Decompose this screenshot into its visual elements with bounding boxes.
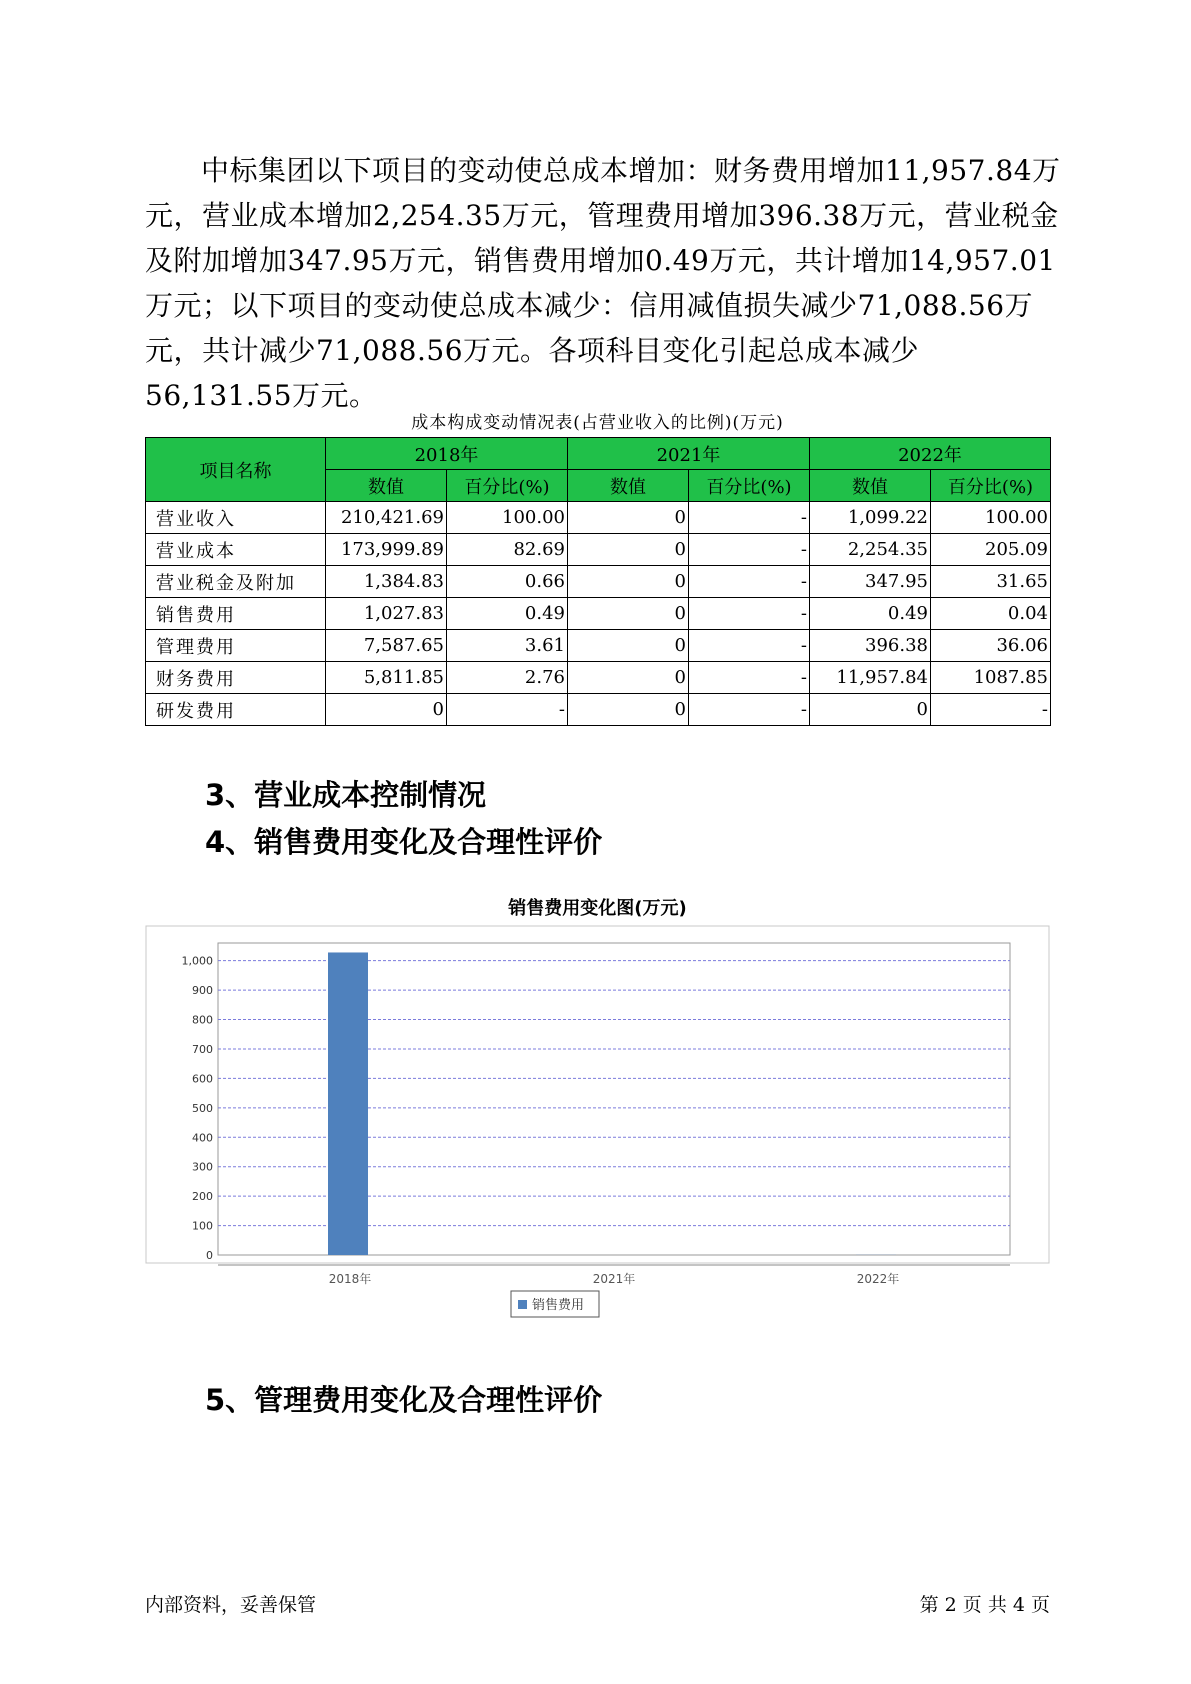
table-cell: 100.00 xyxy=(931,502,1051,534)
table-cell: - xyxy=(689,694,810,726)
sub-header-percent: 百分比(%) xyxy=(931,470,1051,502)
cost-structure-table xyxy=(145,437,1051,726)
legend-swatch xyxy=(518,1300,527,1309)
y-tick-label: 0 xyxy=(206,1249,213,1262)
y-tick-label: 900 xyxy=(192,984,213,998)
table-row xyxy=(146,630,1051,662)
table-row xyxy=(146,566,1051,598)
footer-confidential-note: 内部资料，妥善保管 xyxy=(145,1594,317,1616)
table-cell: 210,421.69 xyxy=(326,502,447,534)
table-cell: 1,027.83 xyxy=(326,598,447,630)
table-cell: - xyxy=(689,534,810,566)
row-label: 销售费用 xyxy=(146,598,326,630)
table-cell: 0.66 xyxy=(447,566,568,598)
table-cell: 347.95 xyxy=(810,566,931,598)
y-tick-label: 600 xyxy=(192,1072,213,1086)
y-tick-label: 100 xyxy=(192,1219,213,1233)
table-cell: 5,811.85 xyxy=(326,662,447,694)
table-cell: 0.49 xyxy=(447,598,568,630)
y-tick-label: 800 xyxy=(192,1013,213,1027)
table-cell: 0 xyxy=(568,502,689,534)
table-cell: 3.61 xyxy=(447,630,568,662)
table-cell: 7,587.65 xyxy=(326,630,447,662)
row-label: 财务费用 xyxy=(146,662,326,694)
table-cell: 0 xyxy=(568,598,689,630)
table-cell: 36.06 xyxy=(931,630,1051,662)
footer-page-number: 第 2 页 共 4 页 xyxy=(919,1594,1050,1616)
table-cell: 2.76 xyxy=(447,662,568,694)
row-label: 管理费用 xyxy=(146,630,326,662)
sub-header-percent: 百分比(%) xyxy=(447,470,568,502)
col-header-year: 2021年 xyxy=(568,438,810,470)
y-tick-label: 1,000 xyxy=(181,954,213,968)
table-cell: 0 xyxy=(568,662,689,694)
table-cell: - xyxy=(689,662,810,694)
table-row xyxy=(146,694,1051,726)
table-row xyxy=(146,502,1051,534)
table-cell: 0.49 xyxy=(810,598,931,630)
col-header-year: 2018年 xyxy=(326,438,568,470)
table-cell: 0.04 xyxy=(931,598,1051,630)
table-cell: - xyxy=(447,694,568,726)
table-cell: 1087.85 xyxy=(931,662,1051,694)
y-tick-label: 300 xyxy=(192,1160,213,1174)
sub-header-value: 数值 xyxy=(568,470,689,502)
table-cell: 396.38 xyxy=(810,630,931,662)
section-heading-5: 5、管理费用变化及合理性评价 xyxy=(205,1383,603,1417)
table-cell: 0 xyxy=(568,630,689,662)
table-cell: 0 xyxy=(568,566,689,598)
x-tick-label: 2018年 xyxy=(328,1272,372,1286)
table-cell: 0 xyxy=(568,694,689,726)
section-heading-4: 4、销售费用变化及合理性评价 xyxy=(205,825,603,859)
y-tick-label: 700 xyxy=(192,1042,213,1056)
table-cell: 11,957.84 xyxy=(810,662,931,694)
summary-paragraph: 中标集团以下项目的变动使总成本增加：财务费用增加11,957.84万元，营业成本增加2,254.35万元，管理费用增加396.38万元，营业税金及附加增加347.95万元，销售费用增加0.49万元，共计增加14,957.01万元；以下项目的变动使总成本减少：信用减值损失减少71,088.56万元，共计减少71,088.56万元。各项科目变化引起总成本减少56,131.55万元。 xyxy=(145,154,1061,412)
row-label: 营业成本 xyxy=(146,534,326,566)
y-tick-label: 200 xyxy=(192,1190,213,1204)
table-cell: - xyxy=(689,630,810,662)
legend-label: 销售费用 xyxy=(532,1298,585,1313)
sub-header-percent: 百分比(%) xyxy=(689,470,810,502)
x-tick-label: 2021年 xyxy=(592,1272,636,1286)
table-row xyxy=(146,534,1051,566)
table-cell: 31.65 xyxy=(931,566,1051,598)
table-cell: 173,999.89 xyxy=(326,534,447,566)
table-cell: - xyxy=(689,598,810,630)
table-row xyxy=(146,598,1051,630)
table-cell: 0 xyxy=(568,534,689,566)
table-cell: 205.09 xyxy=(931,534,1051,566)
table-caption: 成本构成变动情况表(占营业收入的比例)(万元) xyxy=(411,413,784,433)
sub-header-value: 数值 xyxy=(326,470,447,502)
table-cell: 1,099.22 xyxy=(810,502,931,534)
table-cell: 100.00 xyxy=(447,502,568,534)
chart-title: 销售费用变化图(万元) xyxy=(508,898,687,919)
col-header-year: 2022年 xyxy=(810,438,1051,470)
table-cell: 0 xyxy=(810,694,931,726)
table-cell: 1,384.83 xyxy=(326,566,447,598)
table-cell: - xyxy=(931,694,1051,726)
x-tick-label: 2022年 xyxy=(856,1272,900,1286)
table-cell: 82.69 xyxy=(447,534,568,566)
row-label: 研发费用 xyxy=(146,694,326,726)
section-heading-3: 3、营业成本控制情况 xyxy=(205,778,487,812)
col-header-item: 项目名称 xyxy=(146,438,326,502)
bar xyxy=(328,952,368,1255)
table-row xyxy=(146,662,1051,694)
sales-expense-bar-chart xyxy=(145,925,1050,1345)
row-label: 营业税金及附加 xyxy=(146,566,326,598)
row-label: 营业收入 xyxy=(146,502,326,534)
table-cell: - xyxy=(689,566,810,598)
table-cell: - xyxy=(689,502,810,534)
y-tick-label: 400 xyxy=(192,1131,213,1145)
y-tick-label: 500 xyxy=(192,1101,213,1115)
table-cell: 2,254.35 xyxy=(810,534,931,566)
sub-header-value: 数值 xyxy=(810,470,931,502)
table-cell: 0 xyxy=(326,694,447,726)
